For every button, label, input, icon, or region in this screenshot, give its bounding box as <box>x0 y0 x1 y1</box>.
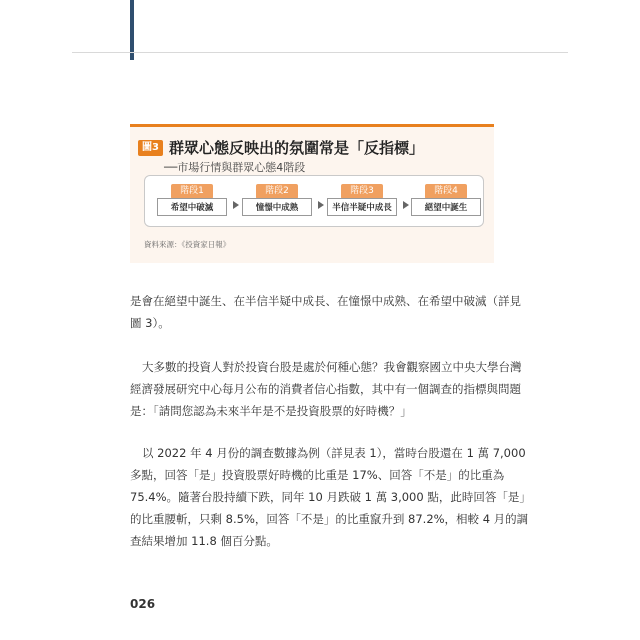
paragraph-1 <box>130 290 521 334</box>
stage-4-label: 絕望中誕生 <box>411 198 481 216</box>
stage-1 <box>157 184 227 220</box>
text-line: 大多數的投資人對於投資台股是處於何種心態？我會觀察國立中央大學台灣 <box>142 360 522 374</box>
stage-2-badge: 階段2 <box>256 184 298 199</box>
stage-4 <box>411 184 481 220</box>
stage-1-badge: 階段1 <box>171 184 213 199</box>
stage-1-label: 希望中破滅 <box>157 198 227 216</box>
header-accent-bar <box>130 0 134 60</box>
header-rule <box>72 52 568 53</box>
figure-number: 圖3 <box>138 140 163 156</box>
arrow-right-icon <box>318 201 324 209</box>
text-line: 查結果增加 11.8 個百分點。 <box>130 534 278 548</box>
stages-diagram <box>144 175 484 227</box>
figure-header <box>138 137 424 158</box>
stage-3-label: 半信半疑中成長 <box>327 198 397 216</box>
figure-3 <box>130 124 494 263</box>
stage-3 <box>327 184 397 220</box>
arrow-right-icon <box>403 201 409 209</box>
paragraph-2 <box>130 356 522 422</box>
stage-2-label: 憧憬中成熟 <box>242 198 312 216</box>
stage-3-badge: 階段3 <box>341 184 383 199</box>
text-line: 是會在絕望中誕生、在半信半疑中成長、在憧憬中成熟、在希望中破滅（詳見 <box>130 294 521 308</box>
text-line: 以 2022 年 4 月份的調查數據為例（詳見表 1），當時台股還在 1 萬 7,000 <box>142 446 526 460</box>
text-line: 75.4%。隨著台股持續下跌，同年 10 月跌破 1 萬 3,000 點，此時回答「是」 <box>130 490 531 504</box>
text-line: 是：「請問您認為未來半年是不是投資股票的好時機？」 <box>130 404 412 418</box>
stage-4-badge: 階段4 <box>425 184 467 199</box>
figure-source: 資料來源：《投資家日報》 <box>144 240 231 249</box>
page-number: 026 <box>130 597 156 611</box>
text-line: 的比重腰斬，只剩 8.5%，回答「不是」的比重竄升到 87.2%，相較 4 月的調 <box>130 512 529 526</box>
arrow-right-icon <box>233 201 239 209</box>
paragraph-3 <box>130 442 531 552</box>
text-line: 圖 3）。 <box>130 316 170 330</box>
text-line: 經濟發展研究中心每月公布的消費者信心指數，其中有一個調查的指標與問題 <box>130 382 521 396</box>
stage-2 <box>242 184 312 220</box>
figure-title: 群眾心態反映出的氛圍常是「反指標」 <box>168 139 424 157</box>
figure-subtitle: ──市場行情與群眾心態4階段 <box>164 161 306 174</box>
text-line: 多點，回答「是」投資股票好時機的比重是 17%、回答「不是」的比重為 <box>130 468 505 482</box>
